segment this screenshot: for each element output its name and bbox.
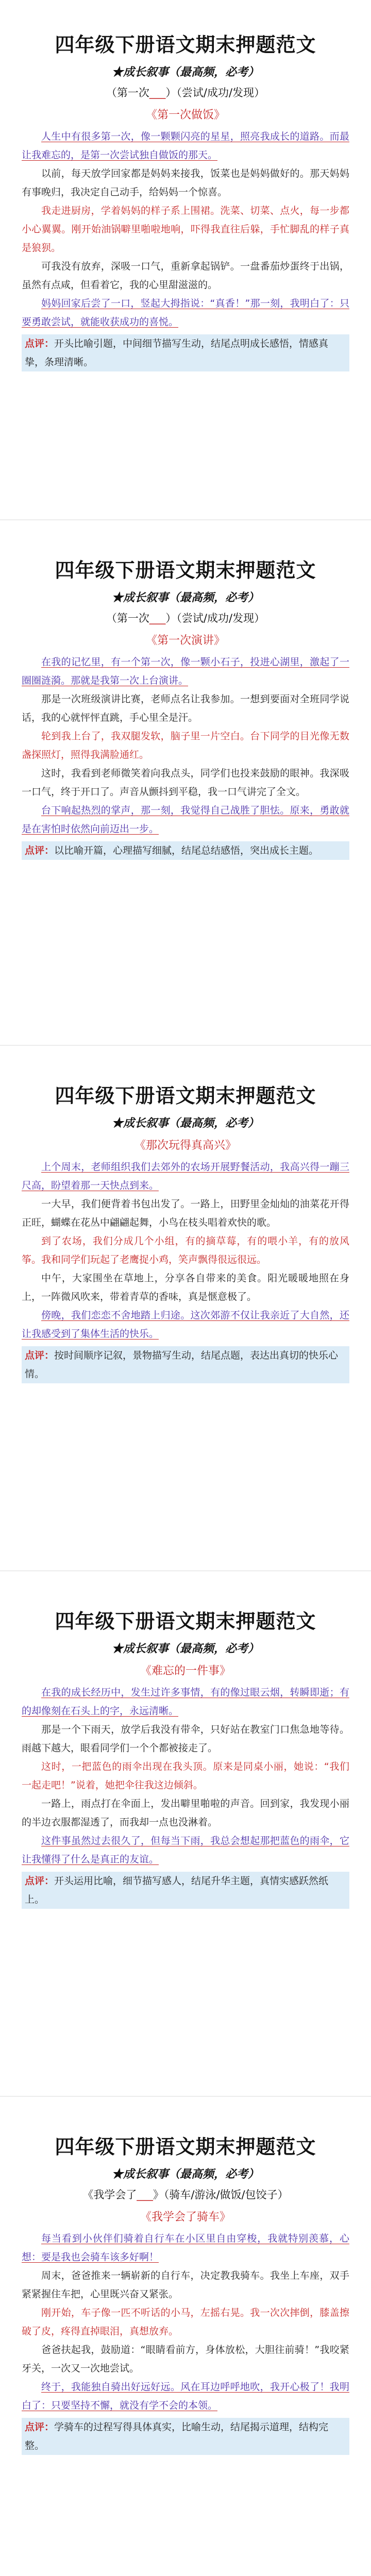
- essay-body: [22, 127, 349, 331]
- section-divider: [0, 519, 371, 520]
- topic-prefix: （第一次: [106, 612, 149, 624]
- category-tagline: ★成长叙事（最高频，必考）: [111, 2167, 259, 2181]
- paragraph-text: 台下响起热烈的掌声，那一刻，我觉得自己战胜了胆怯。原来，勇敢就是在害怕时依然向前迈出一步。: [22, 805, 349, 835]
- essay-paragraph: [22, 2303, 349, 2341]
- essay-section: [0, 0, 371, 520]
- comment-label: 点评：: [25, 1350, 55, 1361]
- essay-section: [0, 1051, 371, 1571]
- paragraph-text: 上个周末，老师组织我们去郊外的农场开展野餐活动，我高兴得一蹦三尺高，盼望着那一天快点到来。: [22, 1161, 349, 1191]
- essay-paragraph: [22, 2378, 349, 2415]
- essay-body: [22, 1158, 349, 1343]
- essay-paragraph: [22, 1720, 349, 1757]
- essay-paragraph: [22, 801, 349, 838]
- paragraph-text: 到了农场，我们分成几个小组，有的摘草莓，有的喂小羊，有的放风筝。我和同学们玩起了老鹰捉小鸡，笑声飘得很远很远。: [22, 1235, 349, 1265]
- paragraph-text: 这件事虽然过去很久了，但每当下雨，我总会想起那把蓝色的雨伞，它让我懂得了什么是真正的友谊。: [22, 1835, 349, 1865]
- comment-text: 开头运用比喻，细节描写感人，结尾升华主题，真情实感跃然纸上。: [25, 1875, 329, 1905]
- paragraph-text: 在我的记忆里，有一个第一次，像一颗小石子，投进心湖里，激起了一圈圈涟漪。那就是我第一次上台演讲。: [22, 656, 349, 686]
- essay-paragraph: [22, 1158, 349, 1195]
- essay-paragraph: [22, 2229, 349, 2266]
- category-tagline: ★成长叙事（最高频，必考）: [111, 591, 259, 604]
- essay-collection-title: 四年级下册语文期末押题范文: [55, 559, 316, 582]
- teacher-comment: [22, 334, 349, 371]
- comment-text: 以比喻开篇，心理描写细腻，结尾总结感悟，突出成长主题。: [54, 845, 319, 856]
- comment-label: 点评：: [25, 1875, 55, 1887]
- essay-paragraph: [22, 2266, 349, 2303]
- paragraph-text: 以前，每天放学回家都是妈妈来接我，饭菜也是妈妈做好的。那天妈妈有事晚归，我决定自己动手，给妈妈一个惊喜。: [22, 168, 349, 198]
- topic-prefix: 《我学会了: [82, 2189, 137, 2201]
- topic-prefix: （第一次: [106, 87, 149, 99]
- paragraph-text: 可我没有放弃，深吸一口气，重新拿起锅铲。一盘番茄炒蛋终于出锅，虽然有点咸，但看着它，我的心里甜滋滋的。: [22, 261, 349, 291]
- comment-label: 点评：: [25, 338, 55, 349]
- topic-prompt: [22, 610, 349, 625]
- essay-title: 《第一次做饭》: [145, 109, 225, 122]
- comment-label: 点评：: [25, 845, 55, 856]
- essay-section: [0, 526, 371, 1046]
- essay-section: [0, 2102, 371, 2576]
- essay-paragraph: [22, 653, 349, 690]
- paragraph-text: 终于，我能独自骑出好远好远。风在耳边呼呼地吹，我开心极了！我明白了：只要坚持不懈，就没有学不会的本领。: [22, 2381, 349, 2411]
- paragraph-text: 周末，爸爸推来一辆崭新的自行车，决定教我骑车。我坐上车座，双手紧紧握住车把，心里既兴奋又紧张。: [22, 2270, 349, 2300]
- essay-collection-title: 四年级下册语文期末押题范文: [55, 1084, 316, 1107]
- paragraph-text: 刚开始，车子像一匹不听话的小马，左摇右晃。我一次次摔倒，膝盖擦破了皮，疼得直掉眼泪，真想放弃。: [22, 2307, 349, 2337]
- topic-prompt: [22, 2187, 349, 2202]
- comment-text: 开头比喻引题，中间细节描写生动，结尾点明成长感悟，情感真挚，条理清晰。: [25, 338, 329, 368]
- essay-paragraph: [22, 2341, 349, 2378]
- paragraph-text: 人生中有很多第一次，像一颗颗闪亮的星星，照亮我成长的道路。而最让我难忘的，是第一次尝试独自做饭的那天。: [22, 131, 349, 161]
- essay-title: 《难忘的一件事》: [140, 1665, 231, 1677]
- essay-collection-title: 四年级下册语文期末押题范文: [55, 2136, 316, 2158]
- essay-paragraph: [22, 764, 349, 801]
- paragraph-text: 每当看到小伙伴们骑着自行车在小区里自由穿梭，我就特别羡慕，心想：要是我也会骑车该多好啊！: [22, 2233, 349, 2263]
- essay-paragraph: [22, 127, 349, 164]
- essay-title: 《我学会了骑车》: [140, 2211, 231, 2224]
- essay-body: [22, 1683, 349, 1869]
- essay-collection-title: 四年级下册语文期末押题范文: [55, 1610, 316, 1633]
- topic-prompt: [22, 84, 349, 100]
- paragraph-text: 一路上，雨点打在伞面上，发出噼里啪啦的声音。回到家，我发现小丽的半边衣服都湿透了，而我却一点也没淋着。: [22, 1798, 349, 1828]
- teacher-comment: [22, 1872, 349, 1909]
- essay-collection-title: 四年级下册语文期末押题范文: [55, 33, 316, 56]
- topic-suffix: ）（尝试/成功/发现）: [165, 612, 265, 624]
- essay-paragraph: [22, 1195, 349, 1232]
- topic-blank: ___: [149, 612, 166, 624]
- essay-paragraph: [22, 1832, 349, 1869]
- essay-body: [22, 2229, 349, 2415]
- essay-title: 《第一次演讲》: [145, 634, 225, 647]
- paragraph-text: 妈妈回家后尝了一口，竖起大拇指说：“真香！”那一刻，我明白了：只要勇敢尝试，就能收获成功的喜悦。: [22, 298, 349, 328]
- section-divider: [0, 1570, 371, 1571]
- essay-paragraph: [22, 1683, 349, 1720]
- category-tagline: ★成长叙事（最高频，必考）: [111, 65, 259, 79]
- essay-paragraph: [22, 1306, 349, 1343]
- essay-paragraph: [22, 201, 349, 257]
- comment-text: 学骑车的过程写得具体真实，比喻生动，结尾揭示道理，结构完整。: [25, 2421, 329, 2451]
- essay-paragraph: [22, 690, 349, 727]
- topic-suffix: 》（骑车/游泳/做饭/包饺子）: [153, 2189, 289, 2201]
- paragraph-text: 这时，一把蓝色的雨伞出现在我头顶。原来是同桌小丽，她说：“我们一起走吧！”说着，她把伞往我这边倾斜。: [22, 1761, 349, 1791]
- paragraph-text: 那是一个下雨天，放学后我没有带伞，只好站在教室门口焦急地等待。雨越下越大，眼看同学们一个个都被接走了。: [22, 1724, 349, 1754]
- essay-paragraph: [22, 257, 349, 294]
- essay-title: 《那次玩得真高兴》: [134, 1139, 237, 1152]
- category-tagline: ★成长叙事（最高频，必考）: [111, 1642, 259, 1655]
- essay-section: [0, 1577, 371, 2097]
- paragraph-text: 一大早，我们便背着书包出发了。一路上，田野里金灿灿的油菜花开得正旺，蝴蝶在花丛中翩翩起舞，小鸟在枝头唱着欢快的歌。: [22, 1198, 349, 1228]
- section-divider: [0, 1045, 371, 1046]
- paragraph-text: 傍晚，我们恋恋不舍地踏上归途。这次郊游不仅让我亲近了大自然，还让我感受到了集体生活的快乐。: [22, 1310, 349, 1340]
- paragraph-text: 我走进厨房，学着妈妈的样子系上围裙。洗菜、切菜、点火，每一步都小心翼翼。刚开始油锅噼里啪啦地响，吓得我直往后躲，手忙脚乱的样子真是狼狈。: [22, 205, 349, 253]
- paragraph-text: 这时，我看到老师微笑着向我点头，同学们也投来鼓励的眼神。我深吸一口气，终于开口了。声音从颤抖到平稳，我一口气讲完了全文。: [22, 768, 349, 798]
- topic-blank: ___: [137, 2189, 153, 2201]
- topic-suffix: ）（尝试/成功/发现）: [165, 87, 265, 99]
- teacher-comment: [22, 2418, 349, 2455]
- essay-paragraph: [22, 1269, 349, 1306]
- paragraph-text: 中午，大家围坐在草地上，分享各自带来的美食。阳光暖暖地照在身上，一阵微风吹来，带着青草的香味，真是惬意极了。: [22, 1273, 349, 1302]
- comment-text: 按时间顺序记叙，景物描写生动，结尾点题，表达出真切的快乐心情。: [25, 1350, 339, 1380]
- essay-paragraph: [22, 1757, 349, 1794]
- comment-label: 点评：: [25, 2421, 55, 2433]
- essay-paragraph: [22, 1232, 349, 1269]
- essay-paragraph: [22, 1794, 349, 1832]
- essay-paragraph: [22, 294, 349, 331]
- paragraph-text: 那是一次班级演讲比赛，老师点名让我参加。一想到要面对全班同学说话，我的心就怦怦直跳，手心里全是汗。: [22, 693, 349, 723]
- teacher-comment: [22, 1346, 349, 1383]
- topic-blank: ___: [149, 87, 166, 99]
- essay-body: [22, 653, 349, 838]
- essay-paragraph: [22, 164, 349, 201]
- paragraph-text: 在我的成长经历中，发生过许多事情，有的像过眼云烟，转瞬即逝；有的却像刻在石头上的字，永远清晰。: [22, 1687, 349, 1717]
- essay-paragraph: [22, 727, 349, 764]
- paragraph-text: 爸爸扶起我，鼓励道：“眼睛看前方，身体放松，大胆往前骑！”我咬紧牙关，一次又一次地尝试。: [22, 2344, 349, 2374]
- section-divider: [0, 2096, 371, 2097]
- paragraph-text: 轮到我上台了，我双腿发软，脑子里一片空白。台下同学的目光像无数盏探照灯，照得我满脸通红。: [22, 731, 349, 760]
- teacher-comment: [22, 841, 349, 860]
- category-tagline: ★成长叙事（最高频，必考）: [111, 1116, 259, 1130]
